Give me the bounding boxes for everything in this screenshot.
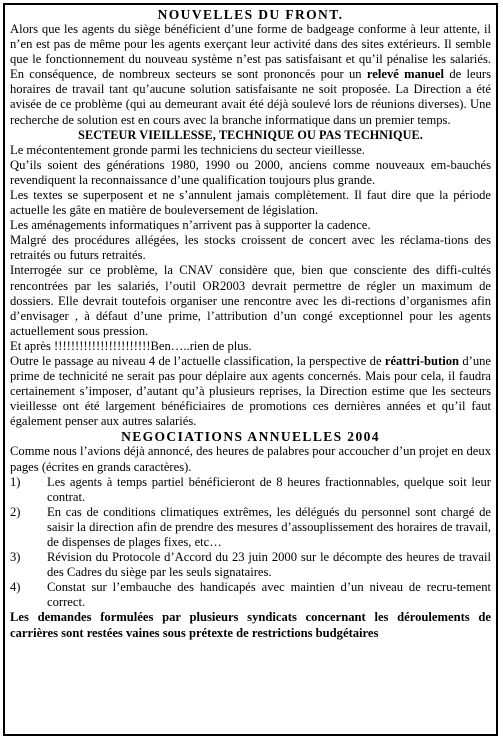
list-item-text: Constat sur l’embauche des handicapés avec maintien d’un niveau de recru-tement correct. xyxy=(47,580,491,610)
vieillesse-paragraph: Malgré des procédures allégées, les stocks croissent de concert avec les réclama-tions des retraités ou futurs retraités. xyxy=(10,233,491,263)
vieillesse-text-1: Outre le passage au niveau 4 de l’actuelle classification, la perspective de xyxy=(10,353,385,368)
vieillesse-paragraph: Les aménagements informatiques n’arrivent pas à supporter la cadence. xyxy=(10,218,371,233)
list-item-number: 2) xyxy=(10,504,21,519)
article-body xyxy=(5,5,496,641)
intro-text-1: Alors que les agents du siège bénéficient d’une forme de badgeage conforme à leur attente, il n’en est pas de même pour les agents exerçant leur activité dans des sites extérieurs. Il semble que le fonctionnement du nouveau système n’est pas satisfaisant et qu’il pénalise les salariés. En conséquence, de nombreux secteurs se sont prononcés pour un xyxy=(10,22,491,82)
list-item-text: Révision du Protocole d’Accord du 23 juin 2000 sur le décompte des heures de travail des Cadres du siège par les seuls signataires. xyxy=(47,550,491,580)
intro-text-2: de leurs horaires de travail tant qu’aucune solution satisfaisante ne soit proposée. La Direction a été avisée de ce problème (qui au demeurant avait été déjà soulevé lors de réunions diverses). Une recherche de solution est en cours avec la branche informatique dans un premier temps. xyxy=(10,67,491,127)
intro-paragraph xyxy=(10,22,491,128)
vieillesse-paragraph: Interrogée sur ce problème, la CNAV considère que, bien que consciente des diffi-cultés rencontrées par les salariés, l’outil OR2003 devrait permettre de régler un maximum de dossiers. Elle devrait toutefois organiser une rencontre avec les di-rections d’organismes afin d’envisager , à défaut d’une prime, l’attribution d’un congé exceptionnel pour les agents actuellement sous pression. xyxy=(10,263,491,338)
list-item xyxy=(10,550,491,580)
vieillesse-paragraph-last xyxy=(10,354,491,429)
vieillesse-paragraph: Le mécontentement gronde parmi les techniciens du secteur vieillesse. xyxy=(10,142,365,157)
list-item xyxy=(10,580,491,610)
list-item xyxy=(10,475,491,505)
list-item xyxy=(10,505,491,550)
vieillesse-paragraph: Qu’ils soient des générations 1980, 1990 ou 2000, anciens comme nouveaux em-bauchés revendiquent la reconnaissance d’une qualification toujours plus grande. xyxy=(10,157,491,187)
vieillesse-text-2: d’une prime de technicité ne serait pas pour déplaire aux agents concernés. Mais pour cela, il faudra certainement s’imposer, d’autant qu’à plusieurs reprises, la Direction estime que les secteurs vieillesse ont été largement bénéficiaires de promotions ces dernières années et qu’il faut également penser aux autres salariés. xyxy=(10,353,492,429)
negociations-intro: Comme nous l’avions déjà annoncé, des heures de palabres pour accoucher d’un projet en deux pages (écrites en grands caractères). xyxy=(10,444,491,474)
negociations-list xyxy=(10,475,491,611)
closing-statement: Les demandes formulées par plusieurs syndicats concernant les déroulements de carrières sont restées vaines sous prétexte de restrictions budgétaires xyxy=(10,610,491,640)
list-item-text: Les agents à temps partiel bénéficieront de 8 heures fractionnables, quelque soit leur contrat. xyxy=(47,474,491,504)
vieillesse-paragraph: Et après !!!!!!!!!!!!!!!!!!!!!!!Ben…..rien de plus. xyxy=(10,338,252,353)
vieillesse-paragraph: Les textes se superposent et ne s’annulent jamais complètement. Il faut dire que la période actuelle les gâte en matière de bouleversement de législation. xyxy=(10,187,491,218)
intro-bold-text: relevé manuel xyxy=(366,67,445,82)
vieillesse-bold-text: réattri-bution xyxy=(384,353,460,368)
list-item-text: En cas de conditions climatiques extrêmes, les délégués du personnel sont chargé de saisir la direction afin de prendre des mesures d’assouplissement des horaires de travail, de dispenses de plages fixes, etc… xyxy=(47,504,491,549)
article-frame xyxy=(3,3,498,736)
list-item-number: 1) xyxy=(10,474,21,489)
list-item-number: 3) xyxy=(10,550,21,565)
article-title: NOUVELLES DU FRONT. xyxy=(157,7,344,22)
list-item-number: 4) xyxy=(10,580,21,595)
section-heading-negociations: NEGOCIATIONS ANNUELLES 2004 xyxy=(121,429,380,445)
section-heading-vieillesse: SECTEUR VIEILLESSE, TECHNIQUE OU PAS TECHNIQUE. xyxy=(78,127,423,142)
